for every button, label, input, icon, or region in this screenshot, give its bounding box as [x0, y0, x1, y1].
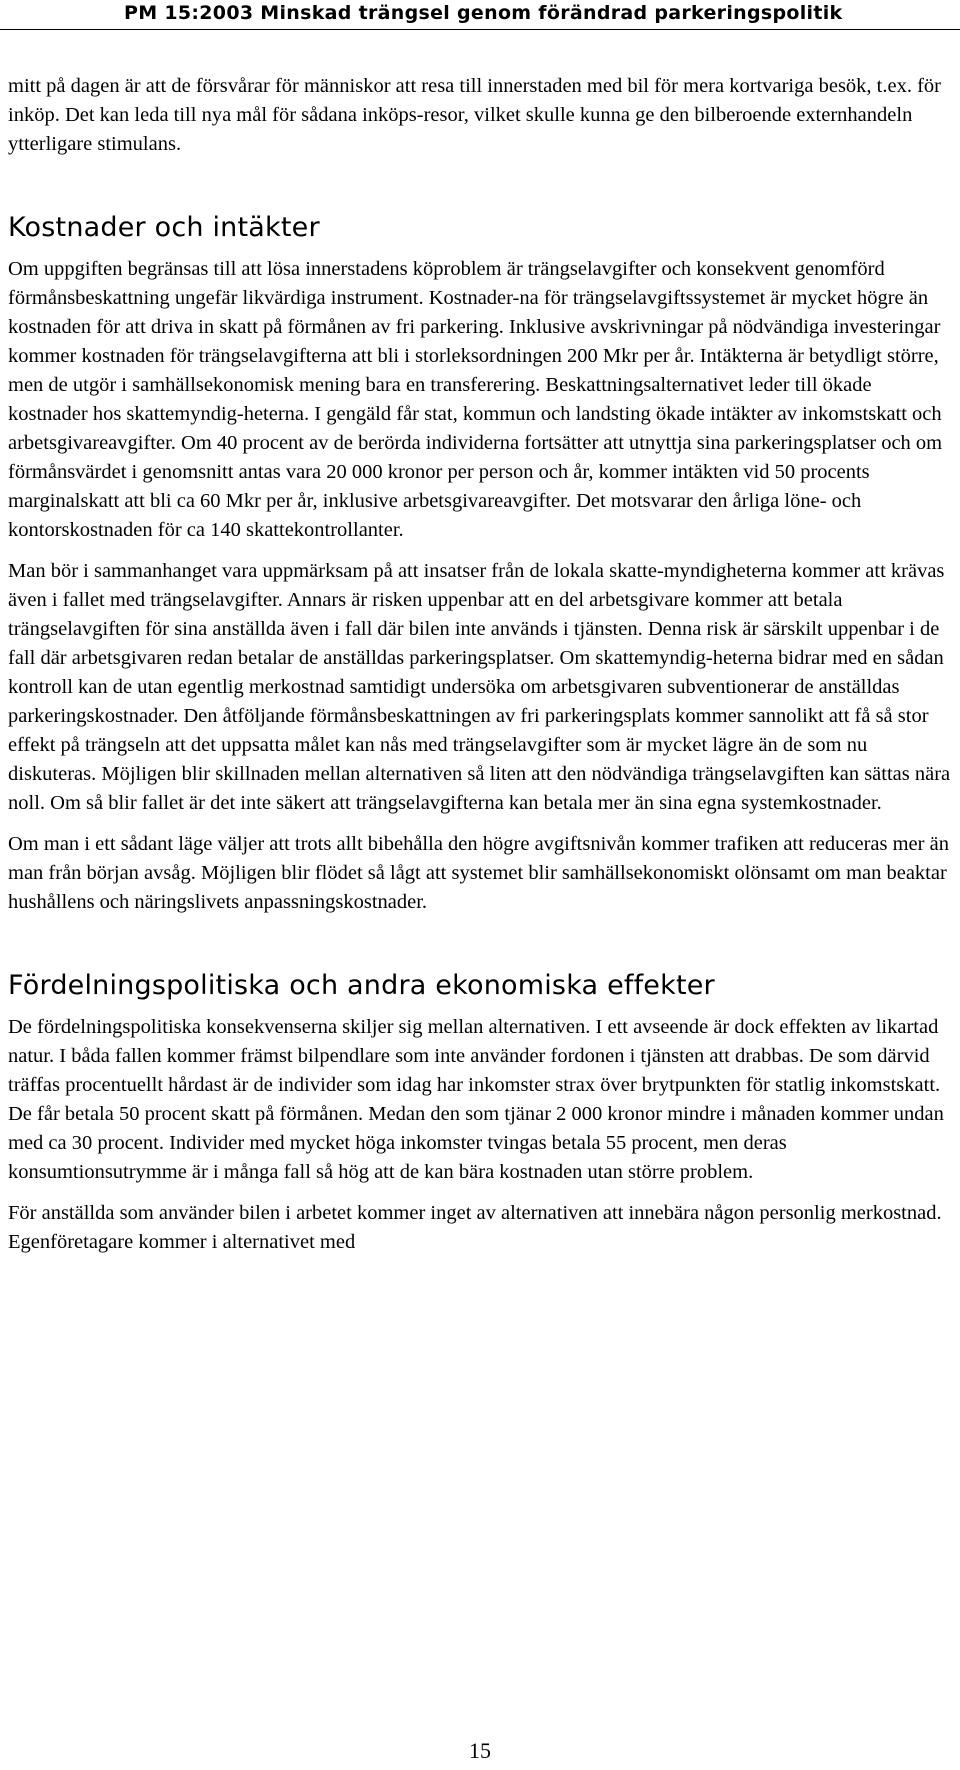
costs-paragraph-2: Man bör i sammanhanget vara uppmärksam på att insatser från de lokala skatte-myndigheterna kommer att krävas även i fallet med trängselavgifter. Annars är risken uppenbar att en del arbetsgivare kommer att betala trängselavgiften för sina anställda även i fall där bilen inte används i tjänsten. Denna risk är särskilt uppenbar i de fall där arbetsgivaren redan betalar de anställdas parkeringsplatser. Om skattemyndig-heterna bidrar med en sådan kontroll kan de utan egentlig merkostnad samtidigt undersöka om arbetsgivaren subventionerar de anställdas parkeringskostnader. Den åtföljande förmånsbeskattningen av fri parkeringsplats kommer sannolikt att få så stor effekt på trängseln att det uppsatta målet kan nås med trängselavgifter som är mycket lägre än de som nu diskuteras. Möjligen blir skillnaden mellan alternativen så liten att den nödvändiga trängselavgiften kan sättas nära noll. Om så blir fallet är det inte säkert att trängselavgifterna kan betala mer än sina egna systemkostnader.	[8, 560, 951, 814]
running-header: PM 15:2003 Minskad trängsel genom förändrad parkeringspolitik	[124, 2, 843, 24]
distribution-paragraph-1: De fördelningspolitiska konsekvenserna skiljer sig mellan alternativen. I ett avseende är dock effekten av likartad natur. I båda fallen kommer främst bilpendlare som inte använder fordonen i tjänsten att drabbas. De som därvid träffas procentuellt hårdast är de individer som idag har inkomster strax över brytpunkten för statlig inkomstskatt. De får betala 50 procent skatt på förmånen. Medan den som tjänar 2 000 kronor mindre i månaden kommer undan med ca 30 procent. Individer med mycket höga inkomster tvingas betala 55 procent, men deras konsumtionsutrymme är i många fall så hög att de kan bära kostnaden utan större problem.	[8, 1016, 944, 1183]
header-divider	[0, 29, 960, 30]
distribution-paragraph-2: För anställda som använder bilen i arbetet kommer inget av alternativen att innebära någon personlig merkostnad. Egenföretagare kommer i alternativet med	[8, 1202, 942, 1253]
intro-paragraph: mitt på dagen är att de försvårar för människor att resa till innerstaden med bil för mera kortvariga besök, t.ex. för inköp. Det kan leda till nya mål för sådana inköps-resor, vilket skulle kunna ge den bilberoende externhandeln ytterligare stimulans.	[8, 75, 941, 155]
page-number: 15	[469, 1738, 491, 1763]
costs-paragraph-1: Om uppgiften begränsas till att lösa innerstadens köproblem är trängselavgifter och konsekvent genomförd förmånsbeskattning ungefär likvärdiga instrument. Kostnader-na för trängselavgiftssystemet är mycket högre än kostnaden för att driva in skatt på förmånen av fri parkering. Inklusive avskrivningar på nödvändiga investeringar kommer kostnaden för trängselavgifterna att bli i storleksordningen 200 Mkr per år. Intäkterna är betydligt större, men de utgör i samhällsekonomisk mening bara en transferering. Beskattningsalternativet leder till ökade kostnader hos skattemyndig-heterna. I gengäld får stat, kommun och landsting ökade intäkter av inkomstskatt och arbetsgivareavgifter. Om 40 procent av de berörda individerna fortsätter att utnyttja sina parkeringsplatser och om förmånsvärdet i genomsnitt antas vara 20 000 kronor per person och år, kommer intäkten vid 50 procents marginalskatt att bli ca 60 Mkr per år, inklusive arbetsgivareavgifter. Det motsvarar den årliga löne- och kontorskostnaden för ca 140 skattekontrollanter.	[8, 258, 943, 541]
costs-paragraph-3: Om man i ett sådant läge väljer att trots allt bibehålla den högre avgiftsnivån kommer trafiken att reduceras mer än man från början avsåg. Möjligen blir flödet så lågt att systemet blir samhällsekonomiskt olönsamt om man beaktar hushållens och näringslivets anpassningskostnader.	[8, 833, 949, 913]
page-body	[8, 72, 953, 1257]
section-heading-costs: Kostnader och intäkter	[8, 212, 320, 243]
section-heading-distribution: Fördelningspolitiska och andra ekonomiska effekter	[8, 970, 715, 1001]
